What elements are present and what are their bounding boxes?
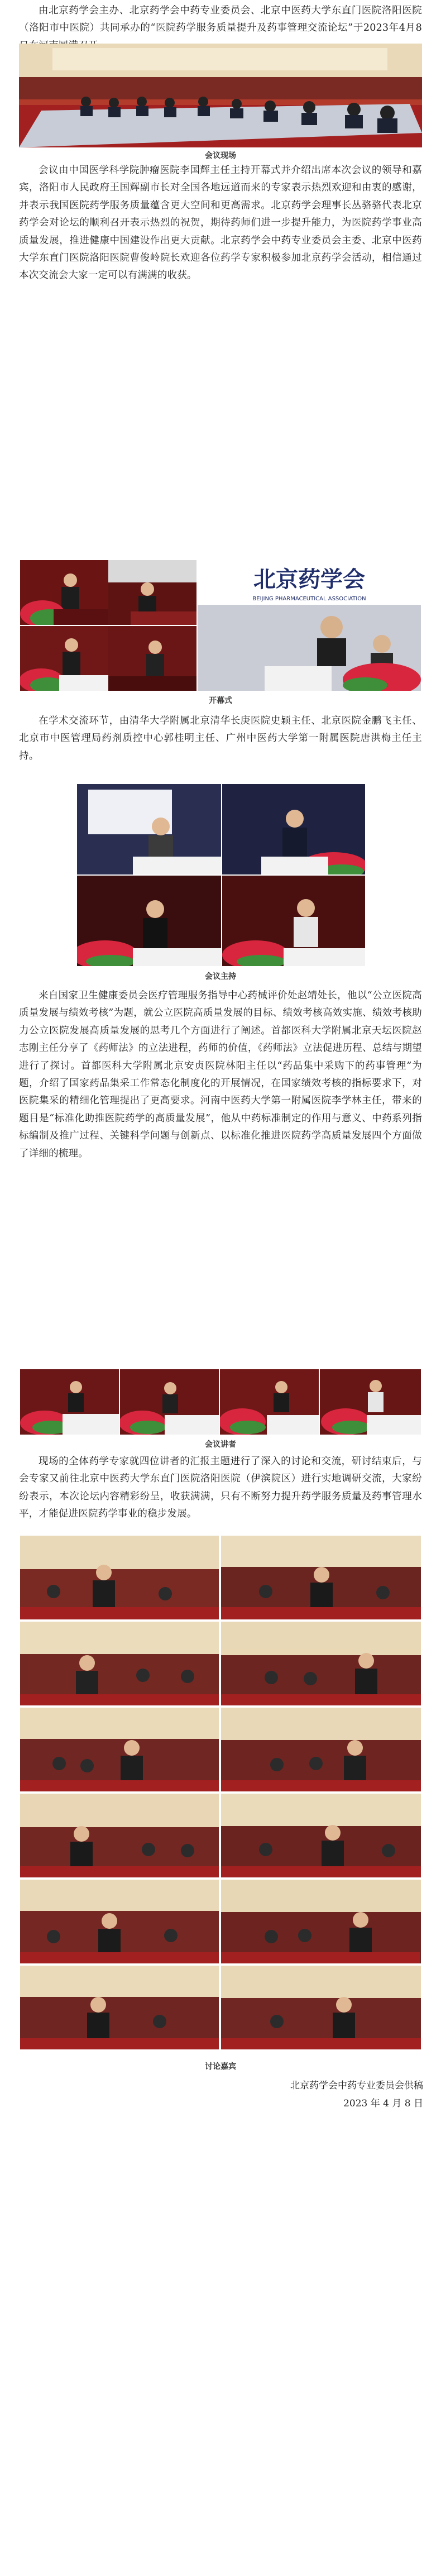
discussion-photo-10 [221, 1880, 421, 1963]
opening-photo-3 [20, 626, 108, 691]
opening-photo-main [198, 560, 421, 691]
opening-photo-1 [20, 560, 108, 625]
caption-venue: 会议现场 [205, 151, 236, 160]
caption-hosts: 会议主持 [205, 972, 236, 981]
hosts-paragraph: 在学术交流环节，由清华大学附属北京清华长庚医院史颖主任、北京医院金鹏飞主任、北京市中医管理局药剂质控中心郭桂明主任、广州中医药大学第一附属医院唐洪梅主任主持。 [19, 715, 422, 762]
discussion-photo-7 [20, 1794, 219, 1877]
speaker-photo-3 [220, 1369, 319, 1435]
discussion-photo-12 [221, 1966, 421, 2049]
podium-banner-title: 北京药学会 [253, 567, 365, 592]
venue-photo [19, 44, 422, 147]
host-photo-2 [222, 784, 365, 874]
intro-paragraph: 由北京药学会主办、北京药学会中药专业委员会、北京中医药大学东直门医院洛阳医院（洛阳市中医院）共同承办的“医院药学服务质量提升及药事管理交流论坛”于2023年4月8 [19, 5, 422, 34]
discussion-photo-9 [20, 1880, 219, 1963]
host-photo-4 [222, 876, 365, 966]
caption-speakers: 会议讲者 [205, 1440, 236, 1449]
caption-opening: 开幕式 [209, 696, 232, 705]
podium-banner-subtitle: BEIJING PHARMACEUTICAL ASSOCIATION [252, 596, 366, 602]
signature-org: 北京药学会中药专业委员会供稿 [290, 2080, 423, 2091]
speaker-photo-4 [320, 1369, 421, 1435]
discussion-photo-4 [221, 1622, 421, 1705]
discussion-photo-1 [20, 1536, 219, 1619]
signature-date: 2023 年 4 月 8 日 [343, 2098, 423, 2109]
host-photo-3 [77, 876, 221, 966]
discussion-photo-6 [221, 1708, 421, 1791]
speaker-photo-1 [20, 1369, 119, 1435]
caption-discussion: 讨论嘉宾 [205, 2062, 236, 2071]
discussion-photo-2 [221, 1536, 421, 1619]
discussion-photo-3 [20, 1622, 219, 1705]
discussion-photo-11 [20, 1966, 219, 2049]
opening-photo-2 [108, 560, 196, 625]
host-photo-1 [77, 784, 221, 874]
discussion-paragraph: 现场的全体药学专家就四位讲者的汇报主题进行了深入的讨论和交流，研讨结束后，与会专家又前往北京中医药大学东直门医院洛阳医院（伊滨院区）进行实地调研交流，大家纷纷表示，本次论坛内容精彩纷呈，收获满满，只有不断努力提升药学服务质量及药事管理水平，才能促进医院药学事业的稳步发展。 [19, 1456, 422, 1520]
opening-photo-4 [108, 626, 196, 691]
talks-paragraph: 来自国家卫生健康委员会医疗管理服务指导中心药械评价处赵靖处长，他以“公立医院高质量发展与绩效考核”为题，就公立医院高质量发展的目标、绩效考核高效实施、绩效考核助力公立医院发展高质量发展的思考几个方面进行了阐述。首都医科大学附属北京天坛医院赵志刚主任分享了《药师法》的立法进程，药师的价值，《药师法》立法促进历程、总结与期望进行了探讨。首都医科大学附属北京安贞医院林阳主任以“药品集中采购下的药事管理”为题，介绍了国家药品集采工作常态化制度化的开展情况，在国家绩效考核的指标要求下，对医院集采的精细化管理提出了更高要求。河南中医药大学第一附属医院李学林主任，带来的题目是“标准化助推医院药学的高质量发展”，他从中药标准制定的作用与意义、中药系列指标编制及推广过程、关键科学问题与创新点、以标准化推进医院药学高质量发展四个方面做了详细的梳理。 [19, 990, 422, 1159]
discussion-photo-5 [20, 1708, 219, 1791]
speaker-photo-2 [120, 1369, 219, 1435]
discussion-photo-8 [221, 1794, 421, 1877]
opening-paragraph: 会议由中国医学科学院肿瘤医院李国辉主任主持开幕式并介绍出席本次会议的领导和嘉宾，洛阳市人民政府王国辉副市长对全国各地远道而来的专家表示热烈欢迎和由衷的感谢，并表示我国医院药学服务质量蕴含更大空间和更高需求。北京药学会理事长丛骆骆代表北京药学会对论坛的顺利召开表示热烈的祝贺，期待药师们进一步提升能力，为医院药学事业高质量发展，推进健康中国建设作出更大贡献。北京药学会中药专业委员会主委、北京中医药大学东直门医院洛阳医院曹俊岭院长欢迎各位药学专家积极参加北京药学会活动，相信通过本次交流会大家一定可以有满满的收获。 [19, 165, 422, 281]
